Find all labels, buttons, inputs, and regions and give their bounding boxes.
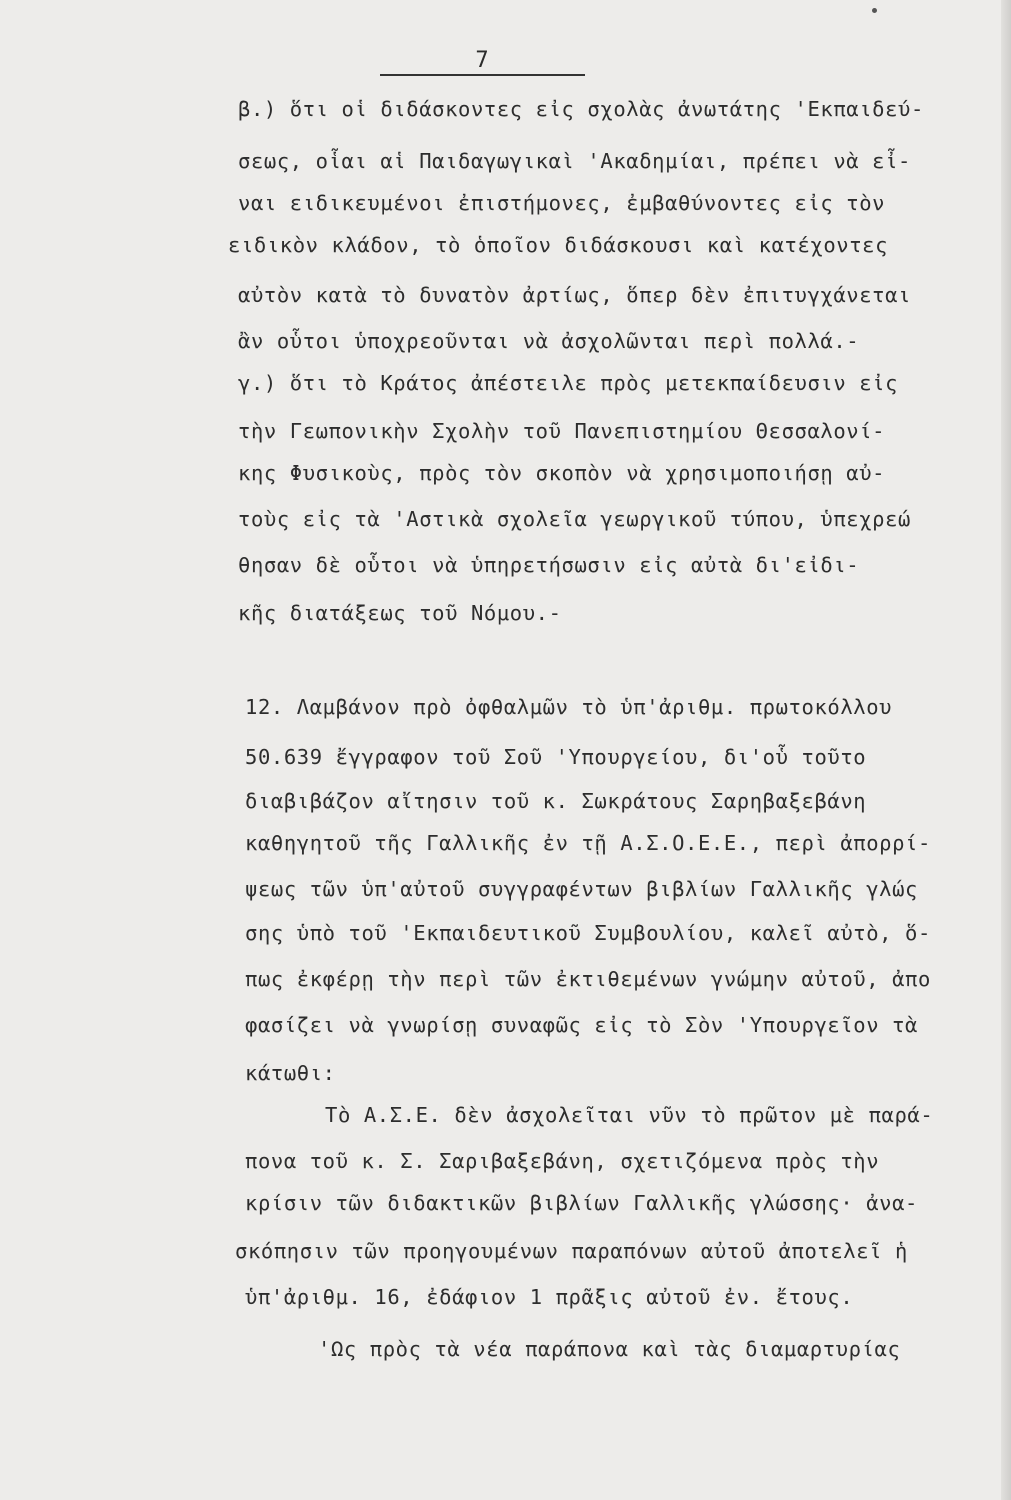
text-line: φασίζει νὰ γνωρίσῃ συναφῶς εἰς τὸ Σὸν 'Υπουργεῖον τὰ (245, 1013, 918, 1037)
text-line: πως ἐκφέρῃ τὴν περὶ τῶν ἐκτιθεμένων γνώμην αὐτοῦ, ἀπο (245, 967, 931, 991)
text-line: ὑπ'ἀριθμ. 16, ἐδάφιον 1 πρᾶξις αὐτοῦ ἐν. ἔτους. (245, 1285, 854, 1309)
text-line: γ.) ὅτι τὸ Κράτος ἀπέστειλε πρὸς μετεκπαίδευσιν εἰς (238, 371, 899, 395)
text-line: διαβιβάζον αἴτησιν τοῦ κ. Σωκράτους Σαρηβαξεβάνη (245, 789, 867, 813)
text-line: σεως, οἷαι αἱ Παιδαγωγικαὶ 'Ακαδημίαι, πρέπει νὰ εἶ- (238, 149, 911, 173)
ink-dot (872, 8, 877, 13)
text-line: ειδικὸν κλάδον, τὸ ὁποῖον διδάσκουσι καὶ κατέχοντες (228, 233, 889, 257)
text-line: καθηγητοῦ τῆς Γαλλικῆς ἐν τῇ Α.Σ.Ο.Ε.Ε., περὶ ἀπορρί- (245, 831, 931, 855)
text-line: κης Φυσικοὺς, πρὸς τὸν σκοπὸν νὰ χρησιμοποιήσῃ αὐ- (238, 461, 886, 485)
text-line: θησαν δὲ οὗτοι νὰ ὑπηρετήσωσιν εἰς αὐτὰ δι'εἰδι- (238, 553, 860, 577)
page-number: 7 (380, 50, 585, 76)
text-line: κρίσιν τῶν διδακτικῶν βιβλίων Γαλλικῆς γλώσσης· ἀνα- (245, 1191, 918, 1215)
text-line: 50.639 ἔγγραφον τοῦ Σοῦ 'Υπουργείου, δι'οὗ τοῦτο (245, 745, 867, 769)
text-line: 'Ως πρὸς τὰ νέα παράπονα καὶ τὰς διαμαρτυρίας (318, 1337, 901, 1361)
text-line: πονα τοῦ κ. Σ. Σαριβαξεβάνη, σχετιζόμενα πρὸς τὴν (245, 1149, 880, 1173)
page-number-header (380, 50, 585, 76)
text-line: κάτωθι: (245, 1061, 336, 1085)
text-line: ψεως τῶν ὑπ'αὐτοῦ συγγραφέντων βιβλίων Γαλλικῆς γλώς (245, 877, 918, 901)
text-line: τοὺς εἰς τὰ 'Αστικὰ σχολεῖα γεωργικοῦ τύπου, ὑπεχρεώ (238, 507, 911, 531)
text-line: ἂν οὗτοι ὑποχρεοῦνται νὰ ἀσχολῶνται περὶ πολλά.- (238, 329, 860, 353)
text-line: ναι ειδικευμένοι ἐπιστήμονες, ἐμβαθύνοντες εἰς τὸν (238, 191, 886, 215)
text-line: κῆς διατάξεως τοῦ Νόμου.- (238, 601, 562, 625)
text-line: αὐτὸν κατὰ τὸ δυνατὸν ἀρτίως, ὅπερ δὲν ἐπιτυγχάνεται (238, 283, 911, 307)
page-edge-shadow (1001, 0, 1011, 1500)
text-line: Τὸ Α.Σ.Ε. δὲν ἀσχολεῖται νῦν τὸ πρῶτον μὲ παρά- (325, 1103, 934, 1127)
text-line: β.) ὅτι οἱ διδάσκοντες εἰς σχολὰς ἀνωτάτης 'Εκπαιδεύ- (238, 97, 924, 121)
text-line: τὴν Γεωπονικὴν Σχολὴν τοῦ Πανεπιστημίου Θεσσαλονί- (238, 419, 886, 443)
text-line: σης ὑπὸ τοῦ 'Εκπαιδευτικοῦ Συμβουλίου, καλεῖ αὐτὸ, ὅ- (245, 921, 931, 945)
text-line: σκόπησιν τῶν προηγουμένων παραπόνων αὐτοῦ ἀποτελεῖ ἡ (235, 1239, 908, 1263)
text-line: 12. Λαμβάνον πρὸ ὀφθαλμῶν τὸ ὑπ'ἀριθμ. πρωτοκόλλου (245, 695, 893, 719)
